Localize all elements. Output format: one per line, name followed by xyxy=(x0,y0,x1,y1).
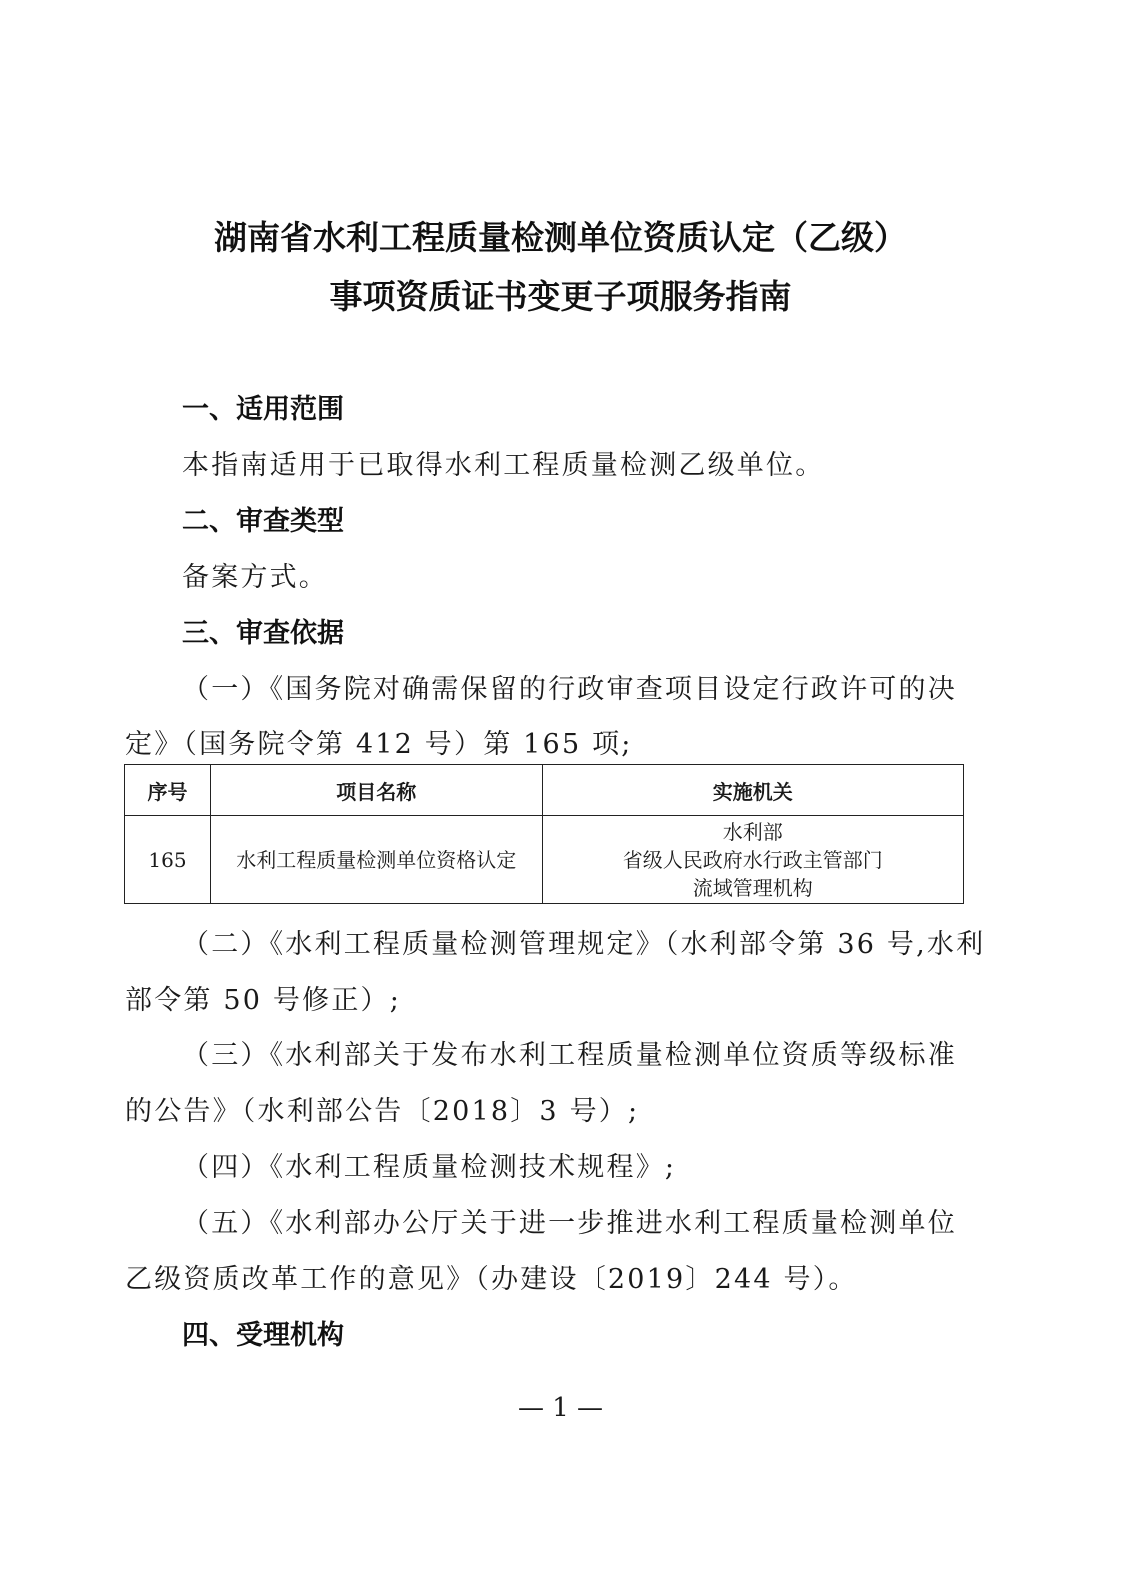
cell-item-name: 水利工程质量检测单位资格认定 xyxy=(210,816,542,904)
basis-2-line1: （二）《水利工程质量检测管理规定》（水利部令第 36 号,水利 xyxy=(182,929,986,960)
document-title-line2: 事项资质证书变更子项服务指南 xyxy=(329,277,792,316)
agency-line1: 水利部 xyxy=(722,819,783,844)
section-heading-scope: 一、适用范围 xyxy=(182,394,344,425)
basis-3-line2: 的公告》（水利部公告〔2018〕3 号）; xyxy=(125,1096,640,1127)
section-heading-review-type: 二、审查类型 xyxy=(182,506,344,537)
header-serial-no: 序号 xyxy=(125,765,211,816)
agency-line3: 流域管理机构 xyxy=(692,875,813,900)
basis-4: （四）《水利工程质量检测技术规程》; xyxy=(182,1152,677,1183)
scope-text: 本指南适用于已取得水利工程质量检测乙级单位。 xyxy=(182,450,825,481)
basis-1-line2: 定》（国务院令第 412 号）第 165 项; xyxy=(125,729,633,760)
basis-5-line1: （五）《水利部办公厅关于进一步推进水利工程质量检测单位 xyxy=(182,1208,957,1239)
page-number: — 1 — xyxy=(517,1393,604,1423)
basis-2-line2: 部令第 50 号修正）; xyxy=(125,985,402,1016)
cell-serial-no: 165 xyxy=(125,816,211,904)
document-title-line1: 湖南省水利工程质量检测单位资质认定（乙级） xyxy=(214,218,907,257)
reference-table xyxy=(124,764,964,904)
agency-line2: 省级人民政府水行政主管部门 xyxy=(622,847,883,872)
header-agency: 实施机关 xyxy=(542,765,963,816)
table-row xyxy=(125,816,964,904)
section-heading-review-basis: 三、审查依据 xyxy=(182,618,344,649)
basis-3-line1: （三）《水利部关于发布水利工程质量检测单位资质等级标准 xyxy=(182,1040,957,1071)
header-item-name: 项目名称 xyxy=(210,765,542,816)
table-header-row xyxy=(125,765,964,816)
section-heading-accepting-agency: 四、受理机构 xyxy=(182,1320,344,1351)
cell-agency xyxy=(542,816,963,904)
review-type-text: 备案方式。 xyxy=(182,562,328,593)
basis-1-line1: （一）《国务院对确需保留的行政审查项目设定行政许可的决 xyxy=(182,674,957,705)
basis-5-line2: 乙级资质改革工作的意见》（办建设〔2019〕244 号）。 xyxy=(125,1264,858,1295)
